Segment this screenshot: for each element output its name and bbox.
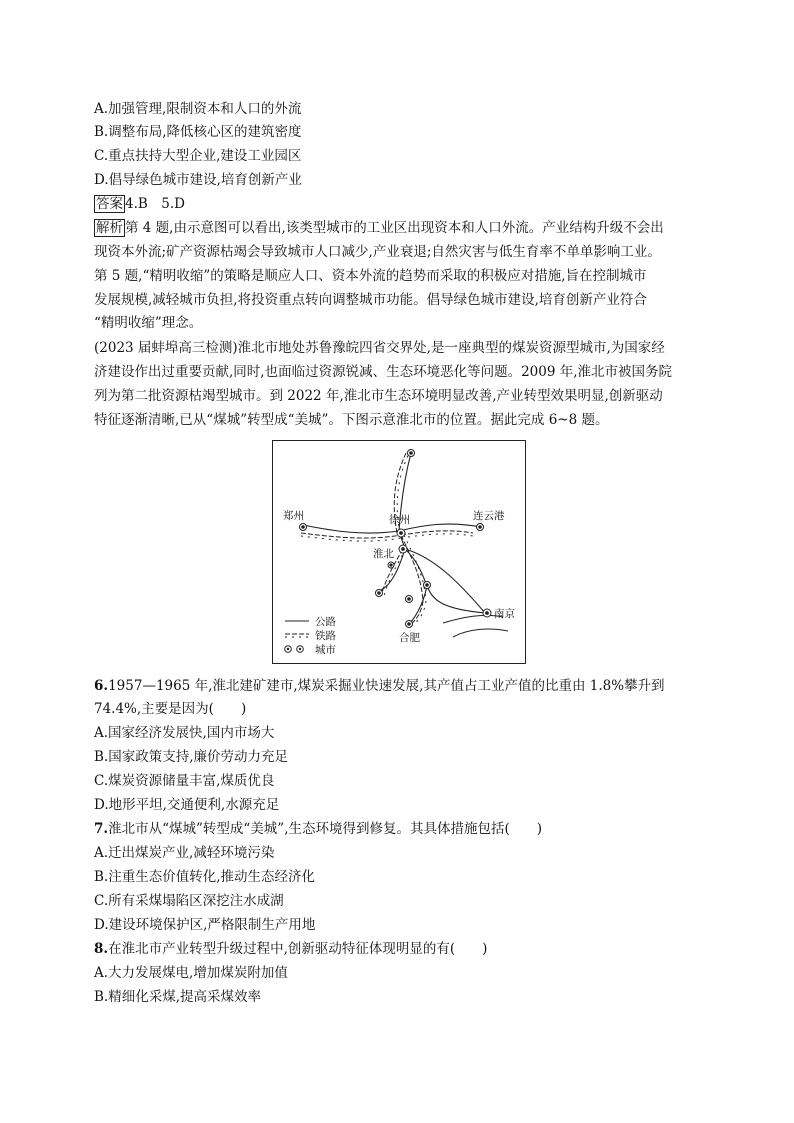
legend-road: 公路 <box>315 616 336 628</box>
legend-railway: 铁路 <box>315 630 336 642</box>
lianyungang-label: 连云港 <box>473 510 505 522</box>
analysis-text-1: 第 4 题,由示意图可以看出,该类型城市的工业区出现资本和人口外流。产业结构升级不会出 <box>125 220 664 236</box>
q7-option-a: A.迁出煤炭产业,减轻环境污染 <box>94 845 275 861</box>
analysis-tag: 解析 <box>96 220 123 236</box>
intro-line-4: 特征逐渐清晰,已从“煤城”转型成“美城”。下图示意淮北市的位置。据此完成 6~8 题。 <box>94 412 609 428</box>
answer-text: 4.B 5.D <box>125 196 186 212</box>
analysis-line-4: 发展规模,减轻城市负担,将投资重点转向调整城市功能。倡导绿色城市建设,培育创新产业符合 <box>94 292 647 308</box>
answer-tag: 答案 <box>96 196 123 212</box>
q7-stem-1 <box>94 819 542 839</box>
q6-stem-text: 1957—1965 年,淮北建矿建市,煤炭采掘业快速发展,其产值占工业产值的比重由 1.8%攀升到 <box>108 678 665 694</box>
q7-option-c: C.所有采煤塌陷区深挖注水成湖 <box>94 893 284 909</box>
q7-number: 7. <box>94 821 109 837</box>
intro-line-3: 列为第二批资源枯竭型城市。到 2022 年,淮北市生态环境明显改善,产业转型效果明显,创新驱动 <box>94 388 663 404</box>
q6-option-a: A.国家经济发展快,国内市场大 <box>94 725 275 741</box>
analysis-line-3: 第 5 题,“精明收缩”的策略是顺应人口、资本外流的趋势而采取的积极应对措施,旨在控制城市 <box>94 268 647 284</box>
q6-option-c: C.煤炭资源储量丰富,煤质优良 <box>94 773 275 789</box>
analysis-line-2: 现资本外流;矿产资源枯竭会导致城市人口减少,产业衰退;自然灾害与低生育率不单单影响工业。 <box>94 244 661 260</box>
analysis-line-5: “精明收缩”理念。 <box>94 315 203 331</box>
huaibei-label: 淮北 <box>373 548 394 560</box>
intro-line-1: (2023 届蚌埠高三检测)淮北市地处苏鲁豫皖四省交界处,是一座典型的煤炭资源型城市,为国家经 <box>94 340 665 356</box>
nanjing-label: 南京 <box>494 608 515 620</box>
option-4d: D.倡导绿色城市建设,培育创新产业 <box>94 172 302 188</box>
q6-stem-1 <box>94 676 665 696</box>
map-legend <box>285 615 337 656</box>
huaibei-location-map <box>272 440 526 664</box>
xuzhou-label: 徐州 <box>389 514 410 526</box>
city-markers <box>300 450 492 628</box>
q8-stem-1 <box>94 939 487 959</box>
intro-line-2: 济建设作出过重要贡献,同时,也面临过资源锐减、生态环境恶化等问题。2009 年,淮北市被国务院 <box>94 364 673 380</box>
answer-line <box>94 194 185 214</box>
q6-option-d: D.地形平坦,交通便利,水源充足 <box>94 797 280 813</box>
q8-option-b: B.精细化采煤,提高采煤效率 <box>94 989 262 1005</box>
option-4b: B.调整布局,降低核心区的建筑密度 <box>94 124 302 140</box>
option-4c: C.重点扶持大型企业,建设工业园区 <box>94 148 302 164</box>
q7-stem-text: 淮北市从“煤城”转型成“美城”,生态环境得到修复。其具体措施包括( ) <box>108 821 543 837</box>
q8-option-a: A.大力发展煤电,增加煤炭附加值 <box>94 965 288 981</box>
road-network <box>303 453 485 623</box>
river-line <box>453 629 508 637</box>
analysis-line-1 <box>94 218 664 238</box>
q6-number: 6. <box>94 678 109 694</box>
q8-number: 8. <box>94 941 109 957</box>
q6-option-b: B.国家政策支持,廉价劳动力充足 <box>94 749 289 765</box>
zhengzhou-label: 郑州 <box>283 510 304 522</box>
q7-option-b: B.注重生态价值转化,推动生态经济化 <box>94 869 316 885</box>
q6-stem-2: 74.4%,主要是因为( ) <box>94 701 247 717</box>
q7-option-d: D.建设环境保护区,严格限制生产用地 <box>94 917 316 933</box>
legend-city: 城市 <box>315 644 336 656</box>
q8-stem-text: 在淮北市产业转型升级过程中,创新驱动特征体现明显的有( ) <box>108 941 488 957</box>
hefei-label: 合肥 <box>399 632 420 644</box>
option-4a: A.加强管理,限制资本和人口的外流 <box>94 101 302 117</box>
railway-network <box>301 451 473 625</box>
